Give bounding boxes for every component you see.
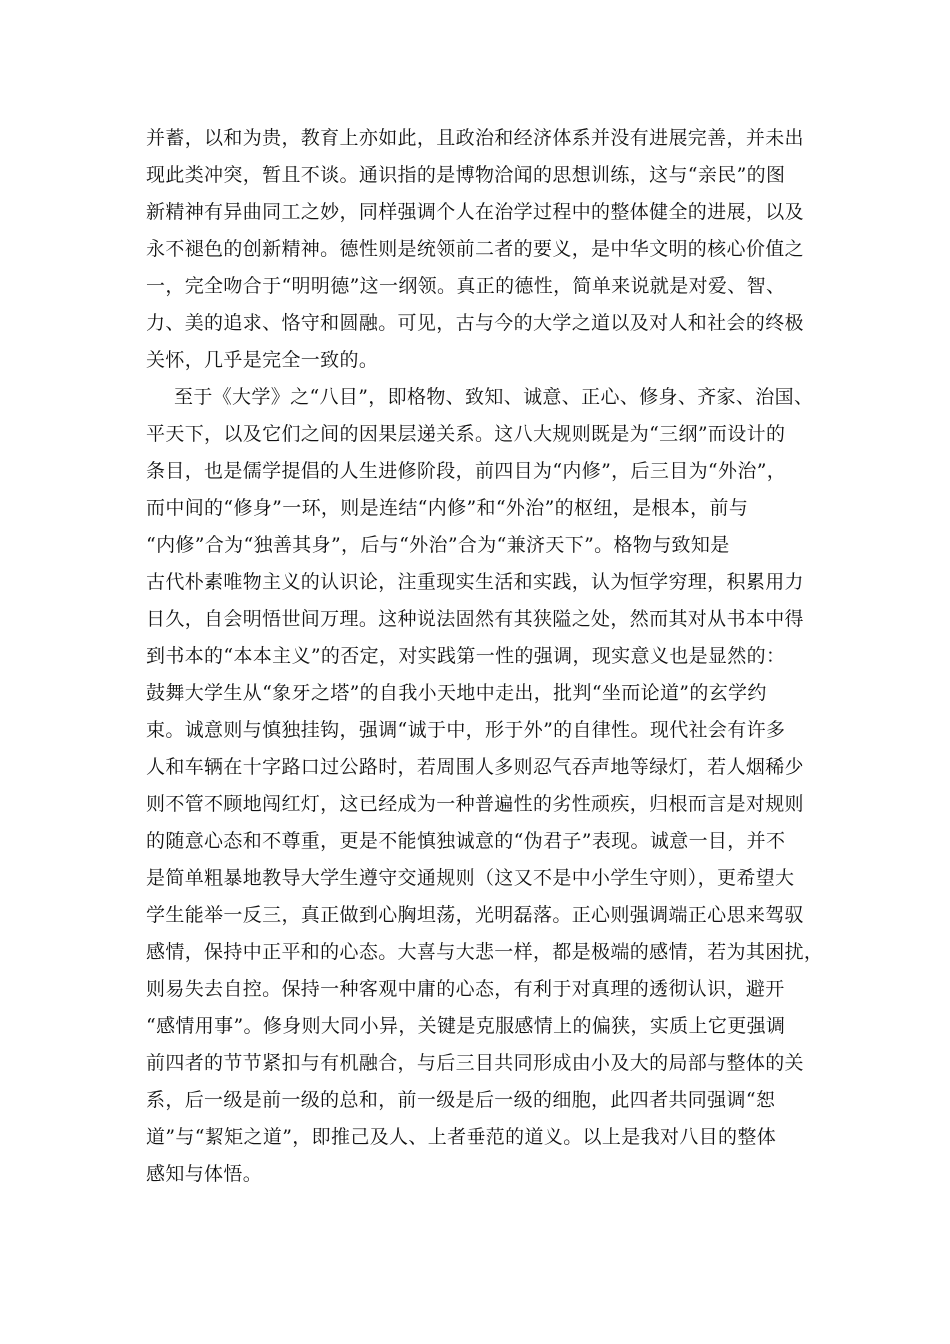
text-line: 永不褪色的创新精神。德性则是统领前二者的要义，是中华文明的核心价值之 [146, 238, 804, 260]
text-line: 力、美的追求、恪守和圆融。可见，古与今的大学之道以及对人和社会的终极 [146, 312, 804, 334]
text-line: “内修”合为“独善其身”，后与“外治”合为“兼济天下”。格物与致知是 [146, 534, 730, 556]
text-line: 一，完全吻合于“明明德”这一纲领。真正的德性，简单来说就是对爱、智、 [146, 275, 786, 297]
text-line: 人和车辆在十字路口过公路时，若周围人多则忍气吞声地等绿灯，若人烟稀少 [146, 756, 804, 778]
text-line: 感知与体悟。 [146, 1163, 263, 1185]
text-line: 鼓舞大学生从“象牙之塔”的自我小天地中走出，批判“坐而论道”的玄学约 [146, 682, 767, 704]
text-line: 关怀，几乎是完全一致的。 [146, 349, 379, 371]
text-line: 新精神有异曲同工之妙，同样强调个人在治学过程中的整体健全的进展，以及 [146, 201, 804, 223]
text-line: 并蓄，以和为贵，教育上亦如此，且政治和经济体系并没有进展完善，并未出 [146, 127, 804, 149]
text-line: 道”与“絜矩之道”，即推己及人、上者垂范的道义。以上是我对八目的整体 [146, 1126, 777, 1148]
text-line: 日久，自会明悟世间万理。这种说法固然有其狭隘之处，然而其对从书本中得 [146, 608, 804, 630]
text-line: 感情，保持中正平和的心态。大喜与大悲一样，都是极端的感情，若为其困扰， [146, 941, 824, 963]
text-line: 则不管不顾地闯红灯，这已经成为一种普遍性的劣性顽疾，归根而言是对规则 [146, 793, 804, 815]
text-line: 现此类冲突，暂且不谈。通识指的是博物洽闻的思想训练，这与“亲民”的图 [146, 164, 786, 186]
text-line: “感情用事”。修身则大同小异，关键是克服感情上的偏狭，实质上它更强调 [146, 1015, 786, 1037]
text-line: 束。诚意则与慎独挂钩，强调“诚于中，形于外”的自律性。现代社会有许多 [146, 719, 786, 741]
text-line: 前四者的节节紧扣与有机融合，与后三目共同形成由小及大的局部与整体的关 [146, 1052, 804, 1074]
text-line: 古代朴素唯物主义的认识论，注重现实生活和实践，认为恒学穷理，积累用力 [146, 571, 804, 593]
text-line: 系，后一级是前一级的总和，前一级是后一级的细胞，此四者共同强调“恕 [146, 1089, 776, 1111]
text-line: 平天下，以及它们之间的因果层递关系。这八大规则既是为“三纲”而设计的 [146, 423, 786, 445]
text-line: 条目，也是儒学提倡的人生进修阶段，前四目为“内修”，后三目为“外治”， [146, 460, 787, 482]
text-line: 而中间的“修身”一环，则是连结“内修”和“外治”的枢纽，是根本，前与 [146, 497, 749, 519]
text-line: 则易失去自控。保持一种客观中庸的心态，有利于对真理的透彻认识，避开 [146, 978, 785, 1000]
text-line: 是简单粗暴地教导大学生遵守交通规则（这又不是中小学生守则），更希望大 [146, 867, 795, 889]
text-line: 到书本的“本本主义”的否定，对实践第一性的强调，现实意义也是显然的： [146, 645, 786, 667]
paragraph-first-line: 至于《大学》之“八目”，即格物、致知、诚意、正心、修身、齐家、治国、 [174, 386, 814, 408]
text-line: 学生能举一反三，真正做到心胸坦荡，光明磊落。正心则强调端正心思来驾驭 [146, 904, 804, 926]
text-line: 的随意心态和不尊重，更是不能慎独诚意的“伪君子”表现。诚意一目，并不 [146, 830, 786, 852]
